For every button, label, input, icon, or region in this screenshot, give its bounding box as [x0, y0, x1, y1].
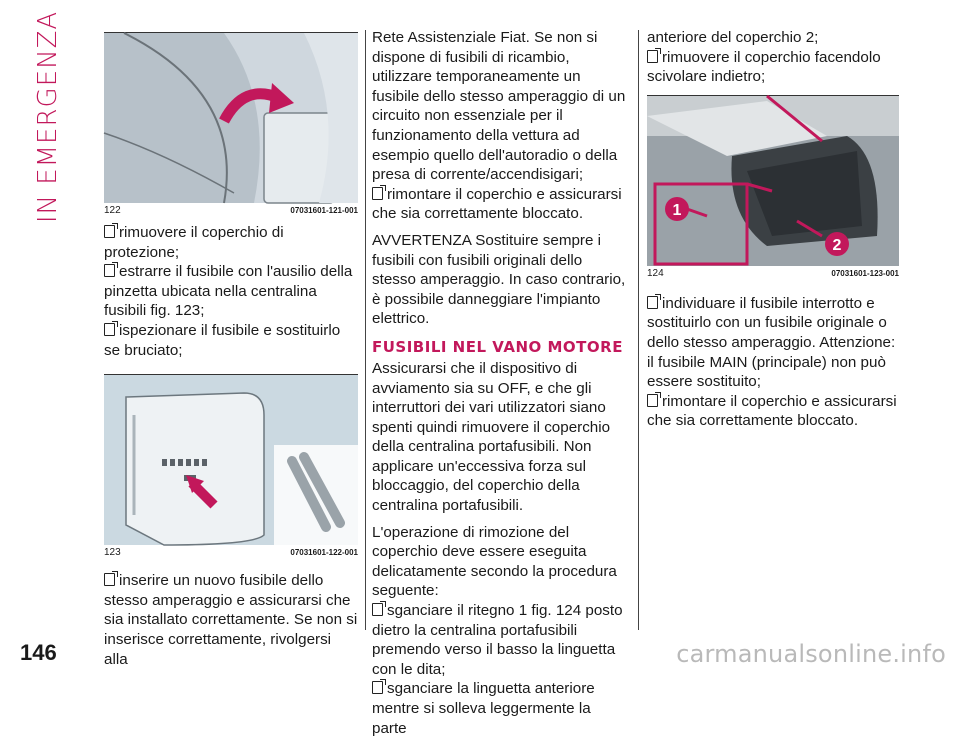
list-item	[104, 321, 358, 360]
bullet-icon	[372, 603, 383, 616]
section-tab	[20, 10, 76, 224]
figure-123-caption	[104, 544, 358, 559]
figure-code: 07031601-123-001	[831, 268, 899, 278]
bullet-icon	[104, 573, 115, 586]
column-1	[104, 32, 358, 676]
list-item	[104, 571, 358, 669]
section-heading: FUSIBILI NEL VANO MOTORE	[372, 337, 623, 356]
list-item-text: sganciare la linguetta anteriore mentre si solleva leggermente la parte	[372, 680, 595, 737]
column-3	[647, 28, 905, 431]
callout-2: 2	[832, 236, 842, 254]
figure-122-caption	[104, 202, 358, 217]
list-item-text: estrarre il fusibile con l'ausilio della pinzetta ubicata nella centralina fusibili fig. 123;	[104, 263, 353, 320]
figure-code: 07031601-122-001	[290, 548, 358, 558]
warning-paragraph: AVVERTENZA Sostituire sempre i fusibili con fusibili originali dello stesso amperaggio. In caso contrario, è possibile danneggiare l'impianto elettrico.	[372, 231, 626, 328]
paragraph: L'operazione di rimozione del coperchio deve essere eseguita delicatamente secondo la procedura seguente:	[372, 523, 617, 600]
callout-1: 1	[672, 201, 682, 219]
figure-123	[104, 374, 358, 544]
dashboard-illustration	[104, 33, 358, 203]
bullet-icon	[647, 50, 658, 63]
figure-124	[647, 95, 899, 265]
list-item-text: rimontare il coperchio e assicurarsi che sia correttamente bloccato.	[372, 185, 622, 223]
paragraph: Assicurarsi che il dispositivo di avviamento sia su OFF, e che gli interruttori dei vari utilizzatori siano spenti quindi rimuovere il coperchio della centralina portafusibili. Non applicare un'eccessiva forza sul bloccaggio, del coperchio della centralina portafusibili.	[372, 359, 611, 515]
bullet-icon	[647, 394, 658, 407]
figure-124-caption	[647, 265, 899, 280]
bullet-icon	[104, 323, 115, 336]
list-item	[372, 185, 628, 224]
bullet-icon	[104, 225, 115, 238]
list-item-text: individuare il fusibile interrotto e sostituirlo con un fusibile originale o dello stesso amperaggio. Attenzione: il fusibile MAIN (principale) non può essere sostituito;	[647, 294, 896, 391]
list-item	[372, 679, 628, 738]
list-item-text: ispezionare il fusibile e sostituirlo se bruciato;	[104, 321, 341, 359]
bullet-icon	[647, 296, 658, 309]
list-item	[372, 601, 628, 679]
column-divider-2	[638, 30, 639, 630]
list-item-text: rimuovere il coperchio di protezione;	[104, 224, 284, 261]
column-divider-1	[365, 30, 366, 630]
page-number: 146	[20, 640, 57, 665]
section-tab-label: IN EMERGENZA	[33, 10, 63, 224]
figure-number: 124	[647, 267, 664, 279]
list-item	[104, 223, 358, 262]
column-2	[372, 28, 628, 738]
list-item	[647, 48, 905, 87]
list-item-text: rimontare il coperchio e assicurarsi che sia correttamente bloccato.	[647, 392, 897, 430]
paragraph: anteriore del coperchio 2;	[647, 29, 819, 46]
figure-122	[104, 32, 358, 202]
paragraph: Rete Assistenziale Fiat. Se non si dispone di fusibili di ricambio, utilizzare temporaneamente un fusibile dello stesso amperaggio di un circuito non essenziale per il funzionamento della vettura ad esempio quello dell'autoradio o della presa di corrente/accendisigari;	[372, 29, 626, 184]
engine-bay-illustration	[647, 96, 899, 266]
list-item-text: inserire un nuovo fusibile dello stesso amperaggio e assicurarsi che sia installato correttamente. Se non si inserisce correttamente, rivolgersi alla	[104, 572, 358, 668]
list-item	[104, 262, 358, 321]
fuse-box-illustration	[104, 375, 358, 545]
figure-code: 07031601-121-001	[290, 206, 358, 215]
bullet-icon	[372, 681, 383, 694]
bullet-icon	[372, 187, 383, 200]
list-item	[647, 392, 905, 431]
bullet-icon	[104, 264, 115, 277]
list-item	[647, 294, 905, 392]
list-item-text: sganciare il ritegno 1 fig. 124 posto dietro la centralina portafusibili premendo verso il basso la linguetta con le dita;	[372, 602, 623, 678]
figure-number: 122	[104, 205, 121, 216]
figure-number: 123	[104, 547, 121, 559]
list-item-text: rimuovere il coperchio facendolo scivolare indietro;	[647, 48, 881, 86]
watermark: carmanualsonline.info	[676, 640, 946, 668]
